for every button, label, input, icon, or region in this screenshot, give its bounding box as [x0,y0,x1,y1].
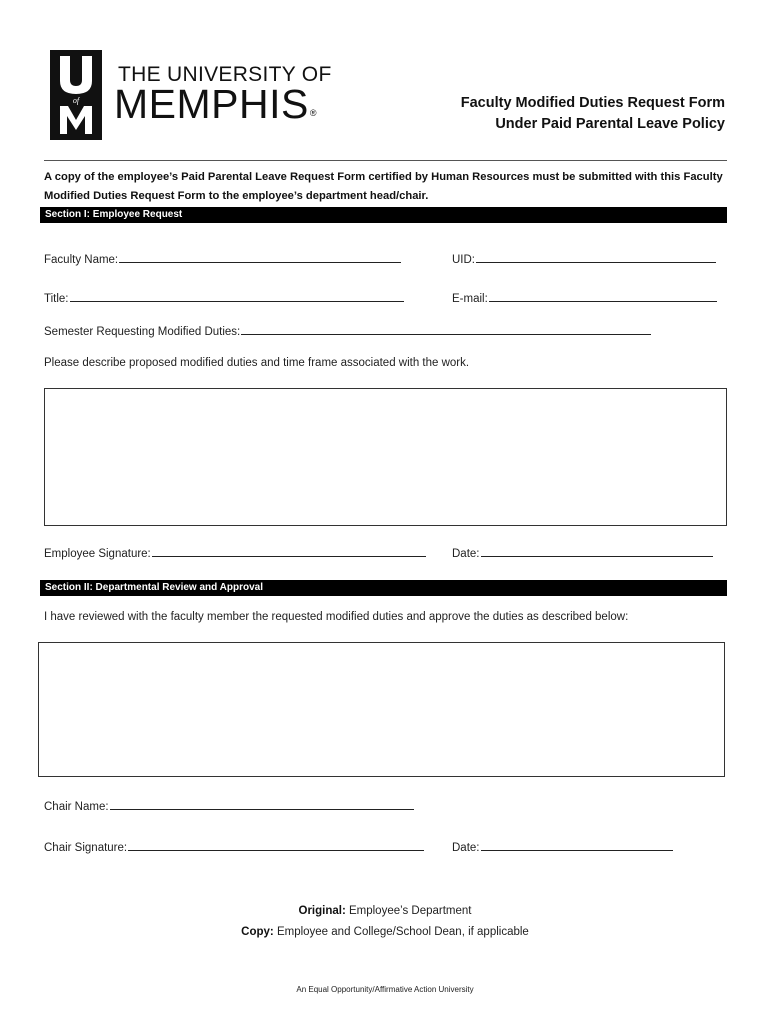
copy-label: Copy: [241,926,274,938]
chair-name-label: Chair Name: [44,801,109,813]
approval-textarea[interactable] [38,642,725,777]
chair-date-label: Date: [452,842,480,854]
employee-date-blank[interactable] [481,547,713,557]
form-title-line2: Under Paid Parental Leave Policy [495,116,725,132]
email-blank[interactable] [489,292,717,302]
section1-heading: Section I: Employee Request [40,207,727,223]
faculty-name-blank[interactable] [119,253,401,263]
registered-mark: ® [309,108,317,118]
chair-date-field[interactable] [452,841,673,854]
employee-date-label: Date: [452,548,480,560]
header-divider [44,160,727,161]
chair-date-blank[interactable] [481,841,673,851]
university-monogram-logo [50,50,102,140]
original-label: Original: [298,905,346,917]
uid-label: UID: [452,254,475,266]
original-value: Employee’s Department [345,905,472,917]
employee-date-field[interactable] [452,547,713,560]
chair-name-field[interactable] [44,800,414,813]
logo-memphis-text: MEMPHIS [114,81,309,127]
uid-blank[interactable] [476,253,716,263]
semester-field[interactable] [44,325,651,338]
describe-duties-prompt: Please describe proposed modified duties and time frame associated with the work. [44,357,470,369]
section2-heading: Section II: Departmental Review and Approval [40,580,727,596]
semester-blank[interactable] [241,325,651,335]
form-title-line1: Faculty Modified Duties Request Form [460,95,725,111]
logo-university-line: THE UNIVERSITY OF [118,63,332,86]
copy-value: Employee and College/School Dean, if applicable [273,926,529,938]
footer-equal-opportunity: An Equal Opportunity/Affirmative Action University [296,985,474,994]
distribution-copy [0,926,770,938]
faculty-name-label: Faculty Name: [44,254,119,266]
intro-instructions: A copy of the employee’s Paid Parental Leave Request Form certified by Human Resources must be submitted with this Faculty Modified Duties Request Form to the employee’s department head/chair. [44,171,723,202]
title-field[interactable] [44,292,404,305]
faculty-name-field[interactable] [44,253,401,266]
employee-signature-label: Employee Signature: [44,548,151,560]
title-label: Title: [44,293,69,305]
chair-signature-blank[interactable] [128,841,424,851]
chair-signature-label: Chair Signature: [44,842,128,854]
review-statement: I have reviewed with the faculty member the requested modified duties and approve the duties as described below: [44,611,629,623]
semester-label: Semester Requesting Modified Duties: [44,326,241,338]
logo-memphis-wordmark [114,81,317,127]
monogram-of-text: of [72,96,80,105]
chair-signature-field[interactable] [44,841,424,854]
modified-duties-textarea[interactable] [44,388,727,526]
employee-signature-blank[interactable] [152,547,426,557]
email-label: E-mail: [452,293,488,305]
employee-signature-field[interactable] [44,547,426,560]
email-field[interactable] [452,292,717,305]
form-title [461,93,725,135]
uid-field[interactable] [452,253,716,266]
title-blank[interactable] [70,292,404,302]
chair-name-blank[interactable] [110,800,414,810]
distribution-original [0,905,770,917]
